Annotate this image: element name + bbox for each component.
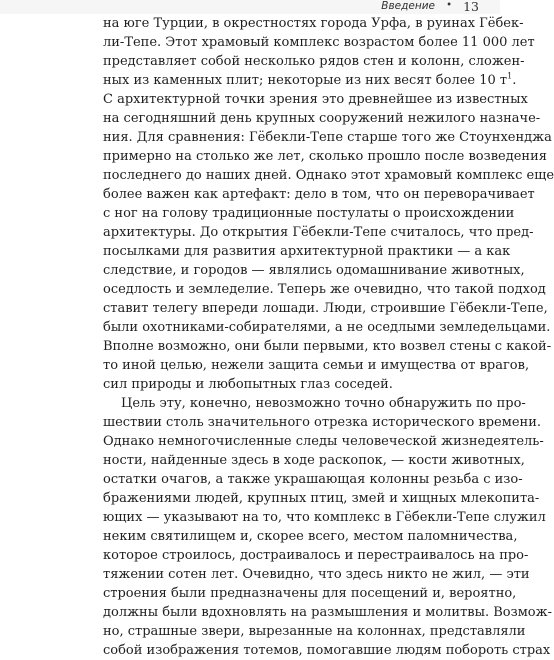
text-line <box>103 356 530 375</box>
text-line <box>103 185 535 204</box>
paragraph <box>103 14 554 394</box>
text-line-content: последнего до наших дней. Однако этот храмовый комплекс еще <box>103 168 554 183</box>
text-line-content: с ног на голову традиционные постулаты о происхождении <box>103 206 515 221</box>
text-line-content: ли-Тепе. Этот храмовый комплекс возрастом более 11 000 лет <box>103 35 535 50</box>
text-line-content: ющих — указывают на то, что комплекс в Гёбекли-Тепе служил <box>103 510 546 525</box>
line-end-punctuation: . <box>512 73 517 88</box>
text-line <box>103 166 554 185</box>
text-line-content: тяжении сотен лет. Очевидно, что здесь никто не жил, — эти <box>103 567 530 582</box>
text-line <box>103 223 534 242</box>
text-line <box>103 109 541 128</box>
text-line <box>103 128 552 147</box>
text-line <box>103 565 530 584</box>
text-line <box>103 90 528 109</box>
text-line-content: следствие, и городов — являлись одомашнивание животных, <box>103 263 525 278</box>
text-line <box>103 375 401 394</box>
text-line-content: собой изображения тотемов, помогавшие людям побороть страх <box>103 643 551 658</box>
text-line-content: на сегодняшний день крупных сооружений нежилого назначе- <box>103 111 541 126</box>
text-line <box>103 489 540 508</box>
text-line-content: представляет собой несколько рядов стен и колонн, сложен- <box>103 54 525 69</box>
text-line-content: Однако немногочисленные следы человеческой жизнедеятель- <box>103 434 544 449</box>
text-line <box>103 641 551 660</box>
text-line <box>103 52 525 71</box>
text-line <box>103 33 535 52</box>
text-line-content: более важен как артефакт: дело в том, что он переворачивает <box>103 187 535 202</box>
text-line <box>103 261 525 280</box>
text-line-content: ности, найденные здесь в ходе раскопок, — кости животных, <box>103 453 525 468</box>
running-header <box>0 0 500 14</box>
text-line <box>103 451 525 470</box>
text-line-content: должны были вдохновлять на размышления и молитвы. Возмож- <box>103 605 552 620</box>
text-line <box>103 470 523 489</box>
page-number: 13 <box>463 0 479 14</box>
text-line-content: неким святилищем и, скорее всего, местом паломничества, <box>103 529 518 544</box>
paragraph <box>103 394 552 660</box>
text-line <box>103 71 517 90</box>
text-line-content: оседлость и земледелие. Теперь же очевидно, что такой подход <box>103 282 546 297</box>
running-header-bullet: • <box>446 0 452 11</box>
text-line <box>103 432 544 451</box>
text-line <box>103 413 542 432</box>
text-line <box>103 584 517 603</box>
text-line <box>103 394 526 413</box>
text-line <box>103 527 518 546</box>
text-line-content: архитектуры. До открытия Гёбекли-Тепе считалось, что пред- <box>103 225 534 240</box>
running-header-section-title: Введение <box>381 0 435 12</box>
text-line <box>103 242 511 261</box>
text-line-content: ных из каменных плит; некоторые из них весят более 10 т <box>103 73 508 88</box>
body-text <box>103 14 554 660</box>
text-line-content: но, страшные звери, вырезанные на колоннах, представляли <box>103 624 526 639</box>
text-line-content: С архитектурной точки зрения это древнейшее из известных <box>103 92 528 107</box>
text-line-content: ния. Для сравнения: Гёбекли-Тепе старше того же Стоунхенджа <box>103 130 552 145</box>
text-line <box>103 299 548 318</box>
text-line-content: посылками для развития архитектурной практики — а как <box>103 244 511 259</box>
text-line-content: ставит телегу впереди лошади. Люди, строившие Гёбекли-Тепе, <box>103 301 548 316</box>
footnote-marker: 1 <box>507 71 513 81</box>
text-line-content: на юге Турции, в окрестностях города Урфа, в руинах Гёбек- <box>103 16 524 31</box>
text-line-content: шествии столь значительного отрезка исторического времени. <box>103 415 542 430</box>
text-line <box>103 280 546 299</box>
text-line <box>103 318 551 337</box>
text-line <box>103 546 529 565</box>
text-line-content: строения были предназначены для посещений и, вероятно, <box>103 586 517 601</box>
text-line <box>103 622 526 641</box>
text-line-content: которое строилось, достраивалось и перестраивалось на про- <box>103 548 529 563</box>
text-line-content: остатки очагов, а также украшающая колонны резьба с изо- <box>103 472 523 487</box>
text-line <box>103 204 515 223</box>
text-line-content: то иной целью, нежели защита семьи и имущества от врагов, <box>103 358 530 373</box>
text-line-content: примерно на столько же лет, сколько прошло после возведения <box>103 149 547 164</box>
text-line <box>103 508 546 527</box>
text-line <box>103 14 524 33</box>
text-line-content: были охотниками-собирателями, а не оседлыми земледельцами. <box>103 320 551 335</box>
text-line <box>103 147 547 166</box>
text-line <box>103 337 552 356</box>
text-line <box>103 603 552 622</box>
text-line-content: Вполне возможно, они были первыми, кто возвел стены с какой- <box>103 339 552 354</box>
text-line-content: сил природы и любопытных глаз соседей. <box>103 377 393 392</box>
text-line-content: Цель эту, конечно, невозможно точно обнаружить по про- <box>121 396 526 411</box>
text-line-content: бражениями людей, крупных птиц, змей и хищных млекопита- <box>103 491 540 506</box>
